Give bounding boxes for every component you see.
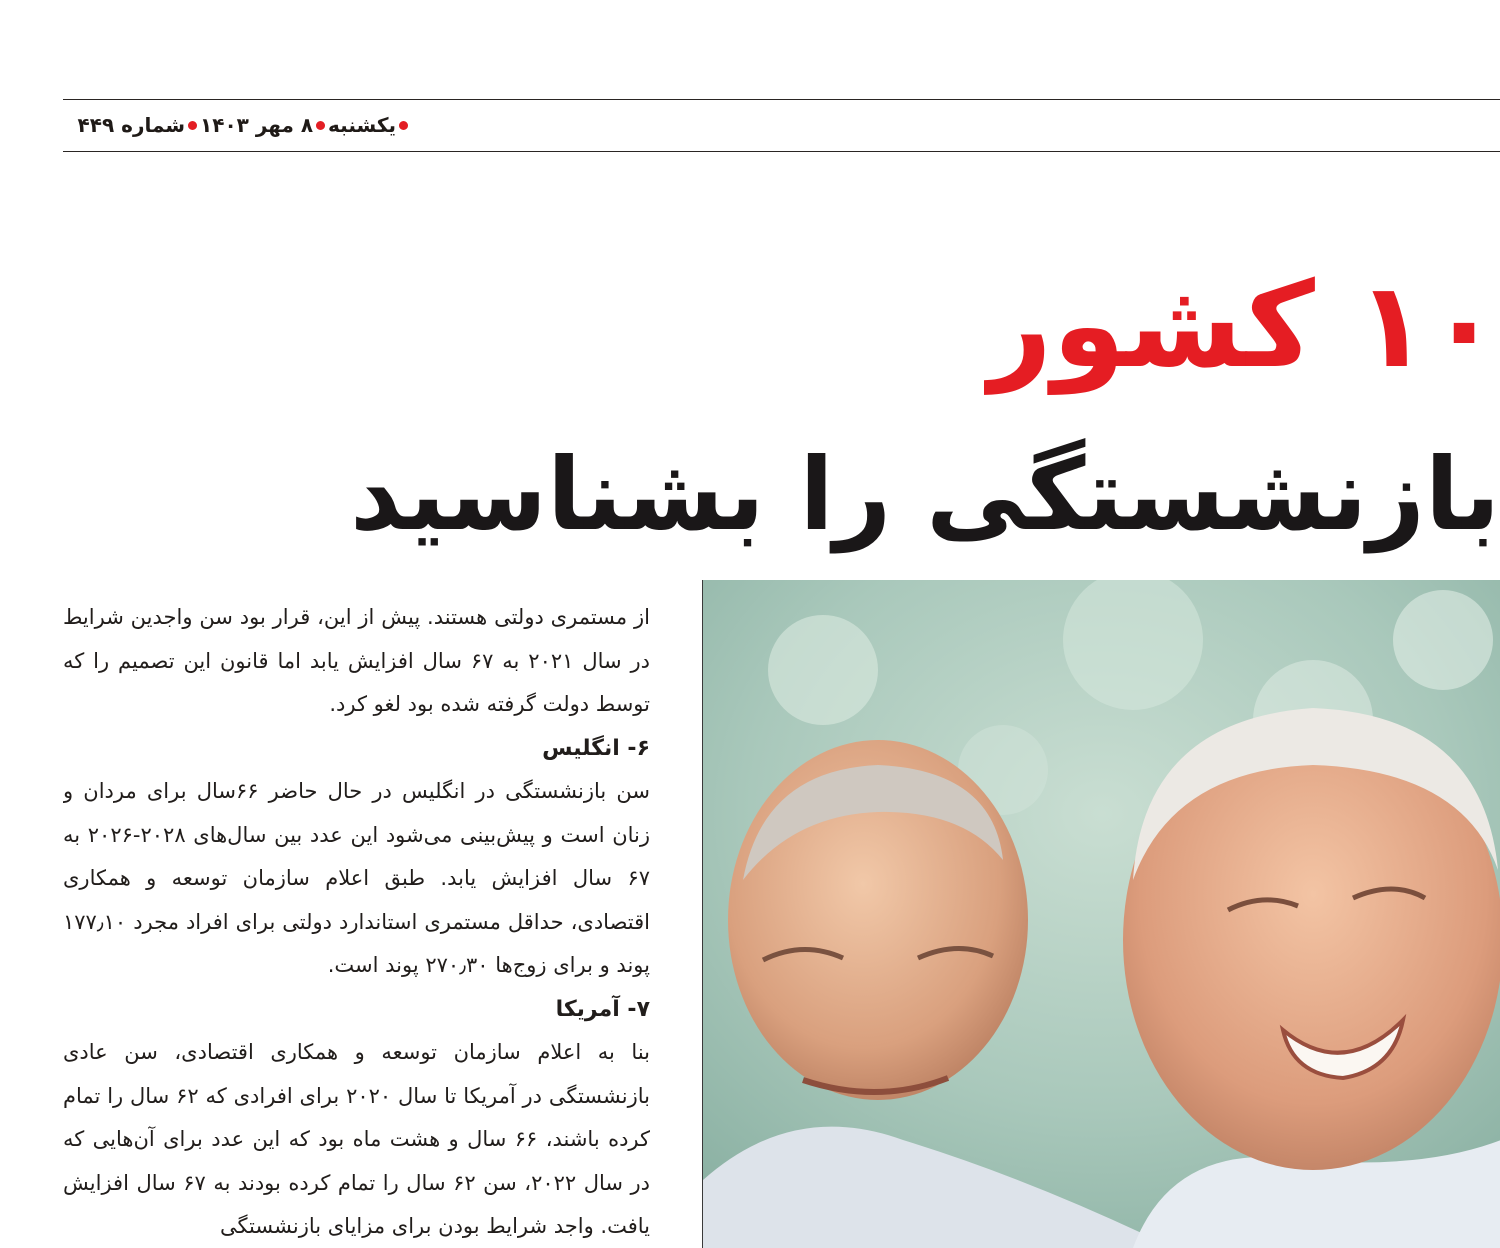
elderly-men-photo-icon [703,580,1500,1248]
header-bottom-rule [63,151,1500,152]
dateline-date: ۸ مهر ۱۴۰۳ [200,113,314,137]
bullet-dot-icon [188,121,197,130]
article-body [63,596,650,1248]
dateline [63,109,408,141]
header-top-rule [63,99,1500,100]
section-body-uk: سن بازنشستگی در انگلیس در حال حاضر ۶۶سال برای مردان و زنان است و پیش‌بینی می‌شود این عدد بین سال‌های ۲۰۲۸-۲۰۲۶ به ۶۷ سال افزایش یابد. طبق اعلام سازمان توسعه و همکاری اقتصادی، حداقل مستمری استاندارد دولتی برای افراد مجرد ۱۷۷٫۱۰ پوند و برای زوج‌ها ۲۷۰٫۳۰ پوند است. [63,779,650,977]
headline-kicker: ۱۰ کشور [984,256,1500,394]
dateline-issue: شماره ۴۴۹ [77,113,186,137]
section-body-usa: بنا به اعلام سازمان توسعه و همکاری اقتصادی، سن عادی بازنشستگی در آمریکا تا سال ۲۰۲۰ برای افرادی که ۶۲ سال را تمام کرده باشند، ۶۶ سال و هشت ماه بود که این عدد برای آن‌هایی که در سال ۲۰۲۲، سن ۶۲ سال را تمام کرده بودند به ۶۷ سال افزایش یافت. واجد شرایط بودن برای مزایای بازنشستگی [63,1040,650,1238]
bullet-dot-icon [316,121,325,130]
page-title: بازنشستگی را بشناسید [350,436,1500,553]
bullet-dot-icon [399,121,408,130]
article-intro: از مستمری دولتی هستند. پیش از این، قرار بود سن واجدین شرایط در سال ۲۰۲۱ به ۶۷ سال افزایش یابد اما قانون این تصمیم را که توسط دولت گرفته شده بود لغو کرد. [63,605,650,716]
dateline-day: یکشنبه [328,113,396,137]
section-heading-usa: ۷- آمریکا [555,996,650,1022]
article-photo [702,580,1500,1248]
section-heading-uk: ۶- انگلیس [542,735,650,761]
